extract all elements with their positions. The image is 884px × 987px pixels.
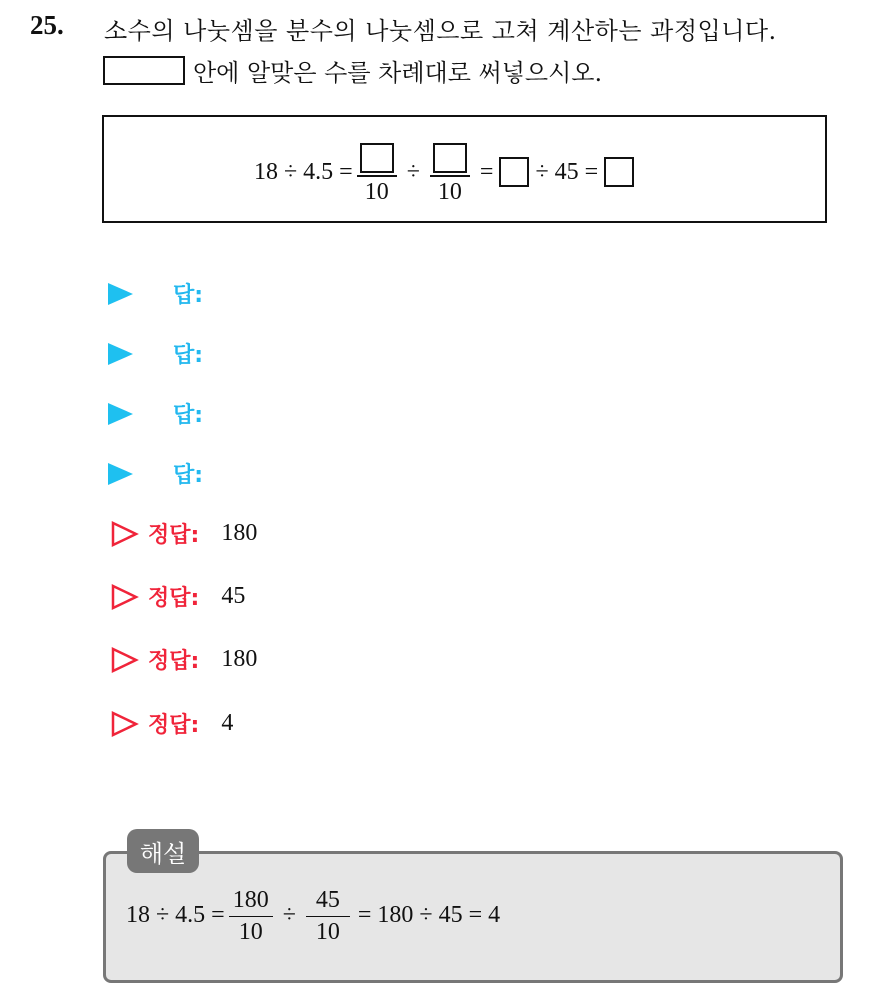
play-arrow-icon	[108, 463, 133, 485]
triangle-outline-icon	[110, 521, 140, 547]
correct-value: 45	[221, 583, 246, 609]
play-arrow-icon	[108, 403, 133, 425]
triangle-outline-icon	[110, 711, 140, 737]
blank-box-symbol	[103, 56, 185, 85]
answer-row-3[interactable]	[108, 398, 203, 429]
answer-label: 답:	[173, 343, 204, 368]
correct-value: 4	[221, 710, 234, 736]
answer-row-2[interactable]	[108, 338, 203, 369]
solution-box	[103, 851, 843, 983]
solution-rhs: = 180 ÷ 45 = 4	[357, 901, 501, 928]
answer-label: 답:	[173, 463, 204, 488]
correct-row-3	[110, 644, 257, 675]
correct-row-2	[110, 581, 245, 612]
problem-equation	[254, 137, 634, 207]
solution-frac1-num: 180	[232, 887, 269, 913]
answer-label: 답:	[173, 403, 204, 428]
denominator-1: 10	[364, 178, 389, 205]
numerator-blank-1	[360, 143, 394, 173]
correct-row-4	[110, 708, 233, 739]
dividend-blank	[499, 157, 529, 187]
problem-box	[102, 115, 827, 223]
answer-row-4[interactable]	[108, 458, 203, 489]
play-arrow-icon	[108, 343, 133, 365]
solution-equation	[126, 884, 500, 946]
solution-fraction-2	[306, 884, 350, 946]
solution-divide-sign: ÷	[282, 901, 296, 928]
divide-by-45: ÷ 45 =	[535, 158, 599, 185]
fraction-1	[357, 139, 397, 206]
solution-tab: 해설	[127, 829, 199, 873]
triangle-outline-icon	[110, 584, 140, 610]
correct-row-1	[110, 518, 257, 549]
correct-label: 정답:	[148, 649, 200, 674]
answer-row-1[interactable]	[108, 278, 203, 309]
correct-label: 정답:	[148, 713, 200, 738]
numerator-blank-2	[433, 143, 467, 173]
question-text-line2: 안에 알맞은 수를 차례대로 써넣으시오.	[193, 59, 603, 87]
divide-sign-1: ÷	[406, 158, 420, 185]
solution-fraction-1	[229, 884, 273, 946]
solution-frac1-den: 10	[238, 919, 263, 945]
fraction-2	[430, 139, 470, 206]
correct-value: 180	[221, 520, 258, 546]
triangle-outline-icon	[110, 647, 140, 673]
solution-lhs: 18 ÷ 4.5 =	[126, 901, 225, 928]
question-text-line1: 소수의 나눗셈을 분수의 나눗셈으로 고쳐 계산하는 과정입니다.	[104, 17, 777, 45]
result-blank	[604, 157, 634, 187]
denominator-2: 10	[437, 178, 462, 205]
question-number: 25.	[30, 10, 64, 40]
correct-value: 180	[221, 646, 258, 672]
correct-label: 정답:	[148, 523, 200, 548]
answer-label: 답:	[173, 283, 204, 308]
question-text-line2-row	[103, 53, 602, 88]
correct-label: 정답:	[148, 586, 200, 611]
solution-frac2-num: 45	[315, 887, 340, 913]
equals-sign-1: =	[479, 158, 494, 185]
play-arrow-icon	[108, 283, 133, 305]
equation-lhs: 18 ÷ 4.5 =	[254, 158, 353, 185]
solution-frac2-den: 10	[315, 919, 340, 945]
